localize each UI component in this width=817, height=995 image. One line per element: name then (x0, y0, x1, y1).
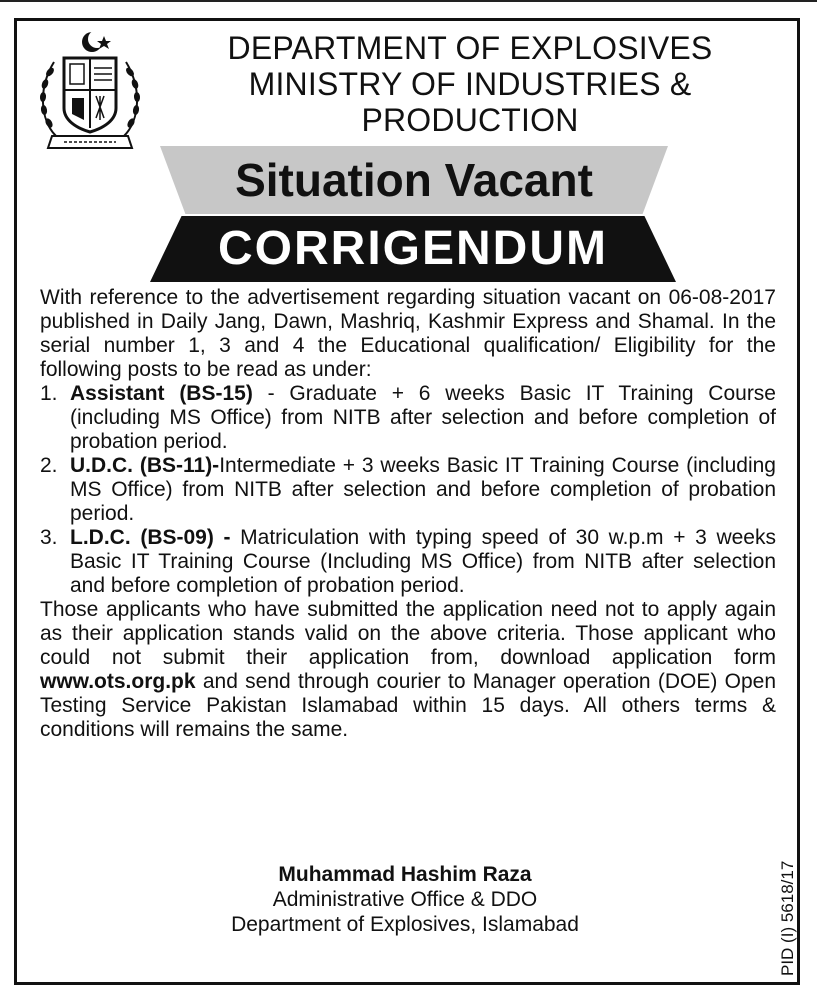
post-item-assistant (40, 382, 776, 454)
corrigendum-title: CORRIGENDUM (218, 222, 608, 275)
post-title: Assistant (BS-15) (70, 382, 253, 405)
advertisement-body (40, 286, 776, 742)
signatory-name: Muhammad Hashim Raza (278, 863, 532, 886)
situation-vacant-title: Situation Vacant (235, 154, 593, 206)
corrigendum-banner (150, 216, 676, 282)
closing-text-part2: and send through courier to Manager operation (DOE) Open Testing Service Pakistan Islamabad within 15 days. All others terms & conditions will remains the same. (40, 670, 776, 741)
post-item-udc (40, 454, 776, 526)
post-title: L.D.C. (BS-09) - (70, 526, 231, 549)
post-title: U.D.C. (BS-11)- (70, 454, 220, 477)
intro-paragraph: With reference to the advertisement regarding situation vacant on 06-08-2017 published in Daily Jang, Dawn, Mashriq, Kashmir Express and Shamal. In the serial number 1, 3 and 4 the Educational qualification/ Eligibility for the following posts to be read as under: (40, 286, 776, 381)
department-name: DEPARTMENT OF EXPLOSIVES (227, 30, 713, 66)
ministry-name-line1: MINISTRY OF INDUSTRIES & (248, 66, 692, 102)
closing-paragraph (40, 598, 776, 742)
post-item-ldc (40, 526, 776, 598)
signature-block (195, 862, 615, 937)
post-description: - Graduate + 6 weeks Basic IT Training Course (including MS Office) from NITB after selection and before completion of probation period. (70, 382, 776, 453)
post-number: 1. (40, 382, 58, 405)
closing-text-part1: Those applicants who have submitted the application need not to apply again as their application stands valid on the above criteria. Those applicant who could not submit their application from, download application form (40, 598, 776, 669)
post-description: Matriculation with typing speed of 30 w.p.m + 3 weeks Basic IT Training Course (Including MS Office) from NITB after selection and before completion of probation period. (70, 526, 776, 597)
post-description: Intermediate + 3 weeks Basic IT Training Course (including MS Office) from NITB after selection and before completion of probation period. (70, 454, 776, 525)
header (175, 30, 765, 138)
state-emblem-icon (34, 28, 146, 154)
ministry-name-line2: PRODUCTION (361, 102, 579, 138)
post-number: 2. (40, 454, 58, 477)
website-link[interactable]: www.ots.org.pk (40, 670, 196, 693)
top-rule (0, 0, 817, 2)
situation-vacant-banner (160, 146, 668, 214)
pid-number: PID (I) 5618/17 (778, 860, 797, 976)
post-number: 3. (40, 526, 58, 549)
signatory-title: Administrative Office & DDO (272, 888, 538, 911)
signatory-office: Department of Explosives, Islamabad (231, 913, 579, 936)
